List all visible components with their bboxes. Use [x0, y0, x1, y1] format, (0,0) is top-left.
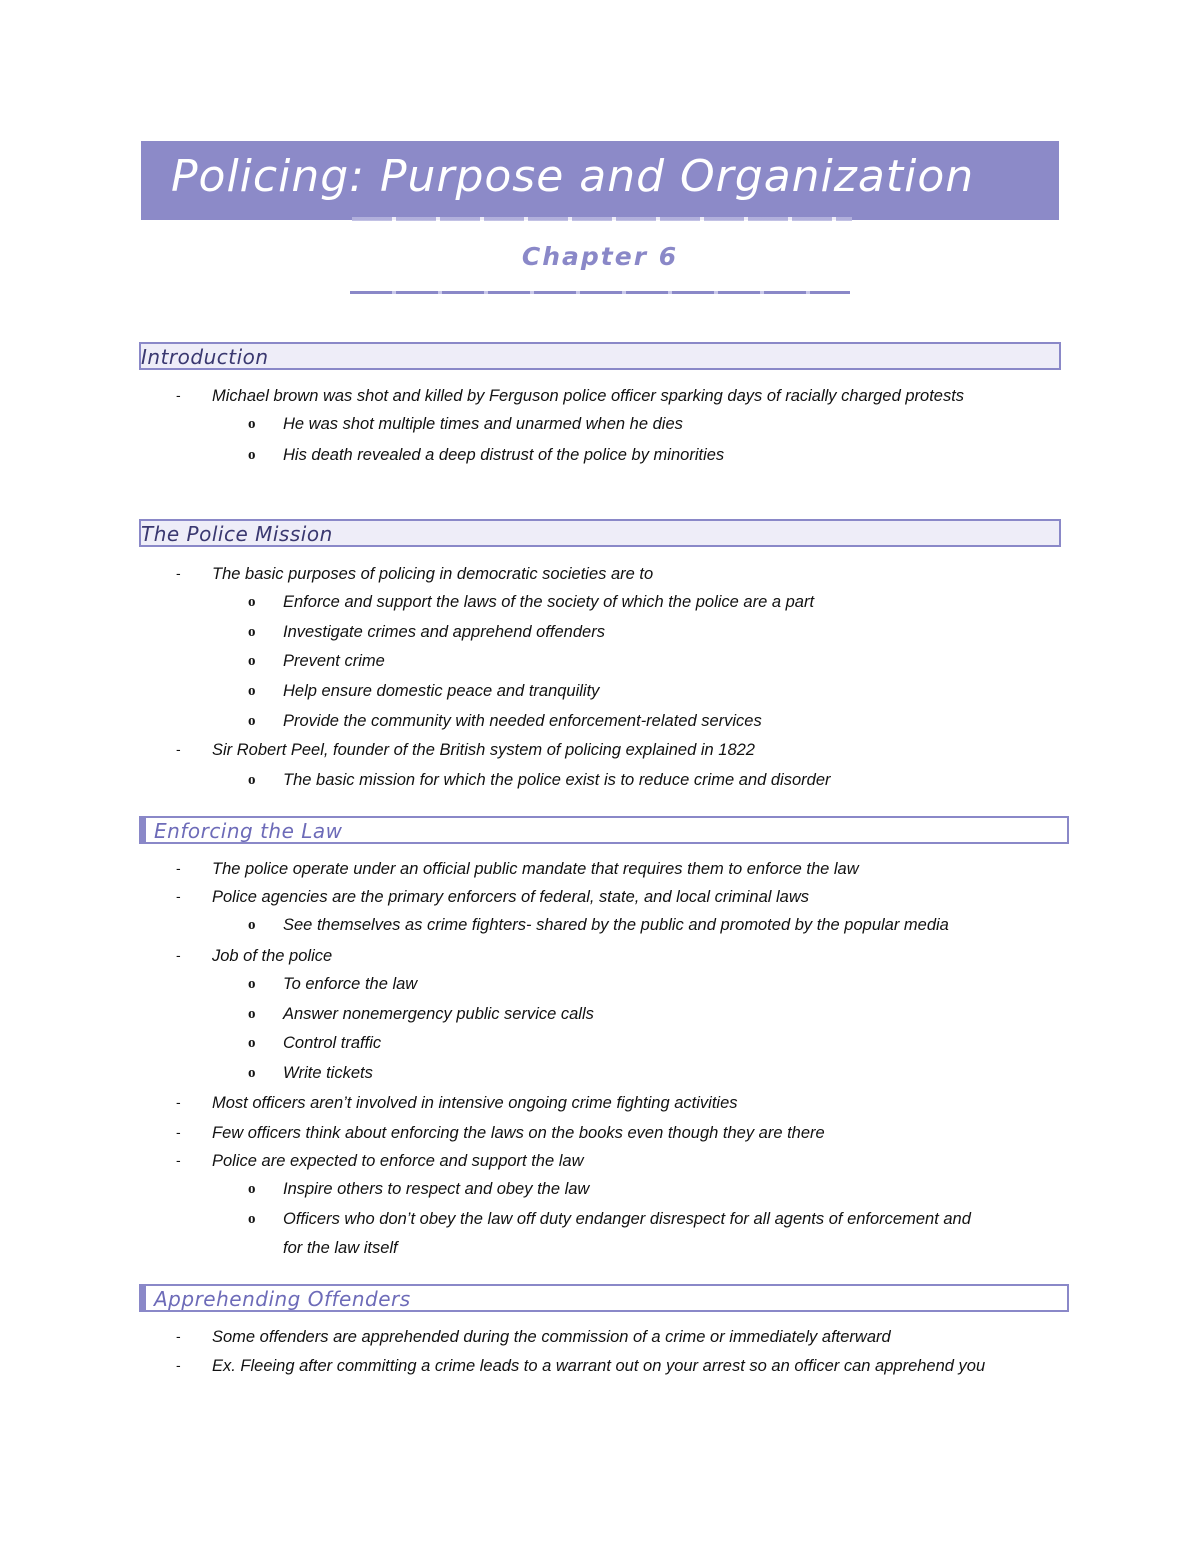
- list-item: Most officers aren’t involved in intensive ongoing crime fighting activities: [212, 1094, 738, 1112]
- section-header-police-mission: [139, 519, 1061, 547]
- list-item: Few officers think about enforcing the laws on the books even though they are there: [212, 1124, 825, 1142]
- bullet-marker: o: [248, 976, 256, 992]
- bullet-marker: o: [248, 1065, 256, 1081]
- title-banner: [141, 141, 1059, 220]
- dash-marker: -: [176, 1124, 181, 1140]
- list-item-continuation: for the law itself: [283, 1239, 398, 1257]
- dash-marker: -: [176, 741, 181, 757]
- bullet-marker: o: [248, 624, 256, 640]
- bullet-marker: o: [248, 1006, 256, 1022]
- list-item: The police operate under an official public mandate that requires them to enforce the law: [212, 860, 859, 878]
- list-item: Ex. Fleeing after committing a crime leads to a warrant out on your arrest so an officer can apprehend you: [212, 1357, 986, 1375]
- list-item: Prevent crime: [283, 652, 385, 670]
- list-item: Job of the police: [212, 947, 333, 965]
- list-item: Write tickets: [283, 1064, 373, 1082]
- bullet-marker: o: [248, 683, 256, 699]
- dash-marker: -: [176, 1094, 181, 1110]
- bullet-marker: o: [248, 653, 256, 669]
- dash-marker: -: [176, 1357, 181, 1373]
- dash-marker: -: [176, 1152, 181, 1168]
- dash-marker: -: [176, 860, 181, 876]
- dash-marker: -: [176, 565, 181, 581]
- document-title: Policing: Purpose and Organization: [171, 151, 975, 202]
- dash-marker: -: [176, 888, 181, 904]
- bullet-marker: o: [248, 416, 256, 432]
- list-item: Officers who don’t obey the law off duty endanger disrespect for all agents of enforcement and: [283, 1210, 971, 1228]
- list-item: Some offenders are apprehended during the commission of a crime or immediately afterward: [212, 1328, 891, 1346]
- section-title: The Police Mission: [141, 522, 333, 546]
- bullet-marker: o: [248, 1211, 256, 1227]
- bullet-marker: o: [248, 713, 256, 729]
- list-item: Provide the community with needed enforcement-related services: [283, 712, 762, 730]
- list-item: He was shot multiple times and unarmed when he dies: [283, 415, 683, 433]
- list-item: The basic mission for which the police exist is to reduce crime and disorder: [283, 771, 831, 789]
- section-header-apprehending-offenders: [139, 1284, 1069, 1312]
- list-item: Inspire others to respect and obey the law: [283, 1180, 590, 1198]
- section-title: Apprehending Offenders: [154, 1287, 411, 1311]
- title-underline: [352, 217, 852, 221]
- dash-marker: -: [176, 1328, 181, 1344]
- list-item: Answer nonemergency public service calls: [283, 1005, 594, 1023]
- chapter-underline: [350, 291, 850, 294]
- bullet-marker: o: [248, 594, 256, 610]
- list-item: His death revealed a deep distrust of the police by minorities: [283, 446, 725, 464]
- bullet-marker: o: [248, 1035, 256, 1051]
- chapter-heading: Chapter 6: [521, 242, 679, 271]
- list-item: Help ensure domestic peace and tranquility: [283, 682, 600, 700]
- list-item: Police are expected to enforce and support the law: [212, 1152, 584, 1170]
- list-item: Investigate crimes and apprehend offenders: [283, 623, 605, 641]
- dash-marker: -: [176, 947, 181, 963]
- section-header-enforcing-law: [139, 816, 1069, 844]
- list-item: The basic purposes of policing in democratic societies are to: [212, 565, 654, 583]
- section-title: Enforcing the Law: [154, 819, 343, 843]
- list-item: To enforce the law: [283, 975, 418, 993]
- list-item: Control traffic: [283, 1034, 382, 1052]
- list-item: Sir Robert Peel, founder of the British system of policing explained in 1822: [212, 741, 755, 759]
- section-header-introduction: [139, 342, 1061, 370]
- dash-marker: -: [176, 387, 181, 403]
- list-item: See themselves as crime fighters- shared by the public and promoted by the popular media: [283, 916, 949, 934]
- bullet-marker: o: [248, 1181, 256, 1197]
- bullet-marker: o: [248, 917, 256, 933]
- list-item: Enforce and support the laws of the society of which the police are a part: [283, 593, 815, 611]
- bullet-marker: o: [248, 772, 256, 788]
- section-title: Introduction: [141, 345, 269, 369]
- list-item: Michael brown was shot and killed by Ferguson police officer sparking days of racially charged protests: [212, 387, 965, 405]
- bullet-marker: o: [248, 447, 256, 463]
- list-item: Police agencies are the primary enforcers of federal, state, and local criminal laws: [212, 888, 810, 906]
